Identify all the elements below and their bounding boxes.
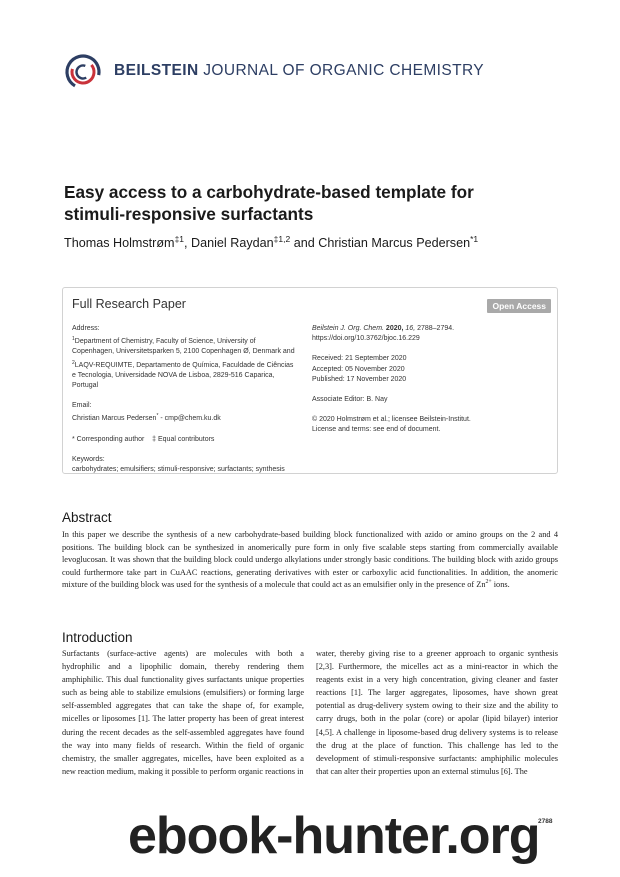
abstract-text: In this paper we describe the synthesis of a new carbohydrate-based building block functionalized with azido or amino groups on the 2 and 4 positions. The building block can be synthesized in anomerically pure form in only five scalable steps starting from commercially available levoglucosan. It was shown that the building block could undergo alkylations under strongly basic conditions. The building block with azido groups could furthermore take part in CuAAC reactions, generating derivatives with ester or carboxylic acid functionalities. In addition, the anomeric mixture of the building block was used for the synthesis of a molecule that could act as an emulsifier only in the presence of $Zn^{2+}$ ions. [62,530,558,590]
author-affiliation: ‡1,2 [273,234,291,244]
citation-line: Beilstein J. Org. Chem. 2020, 16, 2788–2794. [312,325,455,332]
copyright-line: © 2020 Holmstrøm et al.; licensee Beilstein-Institut. [312,416,471,424]
introduction-right-column: water, thereby giving rise to a greener approach to organic synthesis [2,3]. Furthermore, the micelles act as a mini-reactor in which the reagents exist in a very high concentration, giving cleaner and faster reactions [1]. The larger aggregates, liposomes, have shown great potential as drug-delivery system owing to their size and the ability to carry drugs, both in the polar (core) or apolar (lipid bilayer) interior [4,5]. A challenge in liposome-based drug delivery systems is to release the drug at the place of function. This challenge has led to the development of stimuli-responsive surfactants: amphiphilic molecules that can alter their properties upon an external stimulus [6]. The [316,649,558,776]
address-text: $^1$Department of Chemistry, Faculty of Science, University of Copenhagen, Universitetsparken 5, 2100 Copenhagen Ø, Denmark and $^2$LAQV-REQUIMTE, Departamento de Química, Faculdade de Ciências e Tecnologia, Universidade NOVA de Lisboa, 2829-516 Caparica, Portugal [72,336,295,390]
journal-name: BEILSTEIN JOURNAL OF ORGANIC CHEMISTRY [114,62,485,79]
published-date: Published: 17 November 2020 [312,375,407,383]
article-title: Easy access to a carbohydrate-based template for stimuli-responsive surfactants [64,182,474,224]
keywords-label: Keywords: [72,455,105,463]
accepted-date: Accepted: 05 November 2020 [312,365,405,373]
footnote-line: * Corresponding author ‡ Equal contributors [72,435,215,443]
author-affiliation: ‡1 [174,234,185,244]
open-access-badge: Open Access [487,299,551,313]
author-name: Christian Marcus Pedersen [318,236,471,250]
page-number: 2788 [538,818,553,825]
author-name: Thomas Holmstrøm [64,236,175,250]
received-date: Received: 21 September 2020 [312,355,407,363]
address-label: Address: [72,325,100,332]
email-line[interactable]: Christian Marcus Pedersen* - cmp@chem.ku.dk [72,413,221,423]
abstract-heading: Abstract [62,510,112,525]
info-left-column [72,324,297,475]
watermark-text: ebook-hunter.org [128,807,540,865]
author-list: Thomas Holmstrøm$^{\ddagger 1}$, Daniel Raydan$^{\ddagger 1,2}$ and Christian Marcus Pedersen$^{*1}$ [64,234,479,250]
associate-editor: Associate Editor: B. Nay [312,396,388,404]
beilstein-logo-icon [64,53,102,91]
license-line: License and terms: see end of document. [312,426,441,434]
email-label: Email: [72,402,92,410]
info-right-column [312,324,550,436]
introduction-left-column: Surfactants (surface-active agents) are molecules with both a hydrophilic and a lipophilic domain, thereby rendering them amphiphilic. This dual functionality gives surfactants unique properties such as being able to stabilize emulsions (emulsifiers) or forming large self-assembled aggregates that can take the shape of, for example, micelles or liposomes [1]. The latter property has been of great interest during the recent decades as the self-assembled aggregates have found the way into many fields of research. Within the field of organic chemistry, the smaller aggregates, micelles, have been exploited as a new reaction medium, making it possible to perform organic reactions in [62,649,304,776]
article-type-label: Full Research Paper [72,297,186,311]
doi-link[interactable]: https://doi.org/10.3762/bjoc.16.229 [312,335,420,343]
author-affiliation: *1 [470,234,479,244]
keywords-text: carbohydrates; emulsifiers; stimuli-responsive; surfactants; synthesis [72,466,285,474]
article-info-box [62,287,558,474]
author-name: Daniel Raydan [191,236,274,250]
introduction-heading: Introduction [62,630,133,645]
